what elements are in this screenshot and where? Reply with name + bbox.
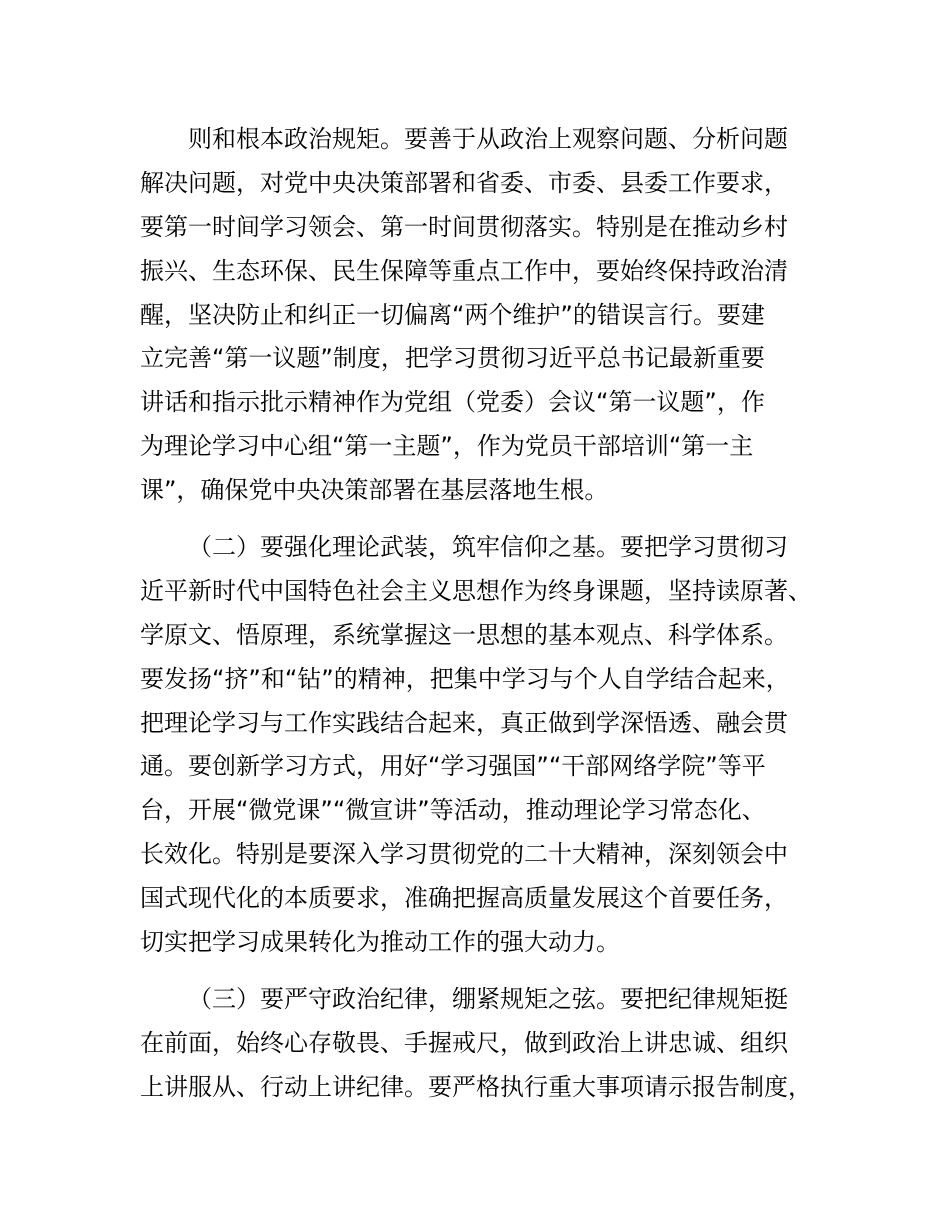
text-line: 解决问题，对党中央决策部署和省委、市委、县委工作要求， [140, 168, 788, 197]
text-line: 课”，确保党中央决策部署在基层落地生根。 [140, 476, 609, 505]
text-line: 为理论学习中心组“第一主题”，作为党员干部培训“第一主 [140, 432, 754, 461]
text-line: 通。要创新学习方式，用好“学习强国”“干部网络学院”等平 [140, 752, 766, 781]
text-line: 台，开展“微党课”“微宣讲”等活动，推动理论学习常态化、 [140, 796, 766, 825]
text-line: 醒，坚决防止和纠正一切偏离“两个维护”的错误言行。要建 [140, 300, 765, 329]
paragraph-section-three [140, 978, 840, 1110]
text-line: 上讲服从、行动上讲纪律。要严格执行重大事项请示报告制度， [140, 1072, 812, 1101]
paragraph-continuation [140, 118, 840, 513]
text-line: 学原文、悟原理，系统掌握这一思想的基本观点、科学体系。 [140, 620, 788, 649]
paragraph-section-two [140, 526, 840, 965]
text-line: 在前面，始终心存敬畏、手握戒尺，做到政治上讲忠诚、组织 [140, 1028, 788, 1057]
text-line: （二）要强化理论武装，筑牢信仰之基。要把学习贯彻习 [188, 533, 788, 562]
text-line: 振兴、生态环保、民生保障等重点工作中，要始终保持政治清 [140, 256, 788, 285]
text-line: 立完善“第一议题”制度，把学习贯彻习近平总书记最新重要 [140, 344, 765, 373]
text-line: 近平新时代中国特色社会主义思想作为终身课题，坚持读原著、 [140, 576, 812, 605]
text-line: 要发扬“挤”和“钻”的精神，把集中学习与个人自学结合起来， [140, 664, 790, 693]
text-line: 讲话和指示批示精神作为党组（党委）会议“第一议题”，作 [140, 388, 765, 417]
text-line: 要第一时间学习领会、第一时间贯彻落实。特别是在推动乡村 [140, 212, 788, 241]
text-line: （三）要严守政治纪律，绷紧规矩之弦。要把纪律规矩挺 [188, 984, 788, 1013]
text-line: 切实把学习成果转化为推动工作的强大动力。 [140, 928, 620, 957]
text-line: 则和根本政治规矩。要善于从政治上观察问题、分析问题 [188, 125, 788, 153]
paragraph-spacer [140, 513, 840, 526]
paragraph-spacer [140, 965, 840, 978]
text-line: 长效化。特别是要深入学习贯彻党的二十大精神，深刻领会中 [140, 840, 788, 869]
body-text [140, 118, 840, 1110]
text-line: 把理论学习与工作实践结合起来，真正做到学深悟透、融会贯 [140, 708, 788, 737]
text-line: 国式现代化的本质要求，准确把握高质量发展这个首要任务， [140, 884, 788, 913]
